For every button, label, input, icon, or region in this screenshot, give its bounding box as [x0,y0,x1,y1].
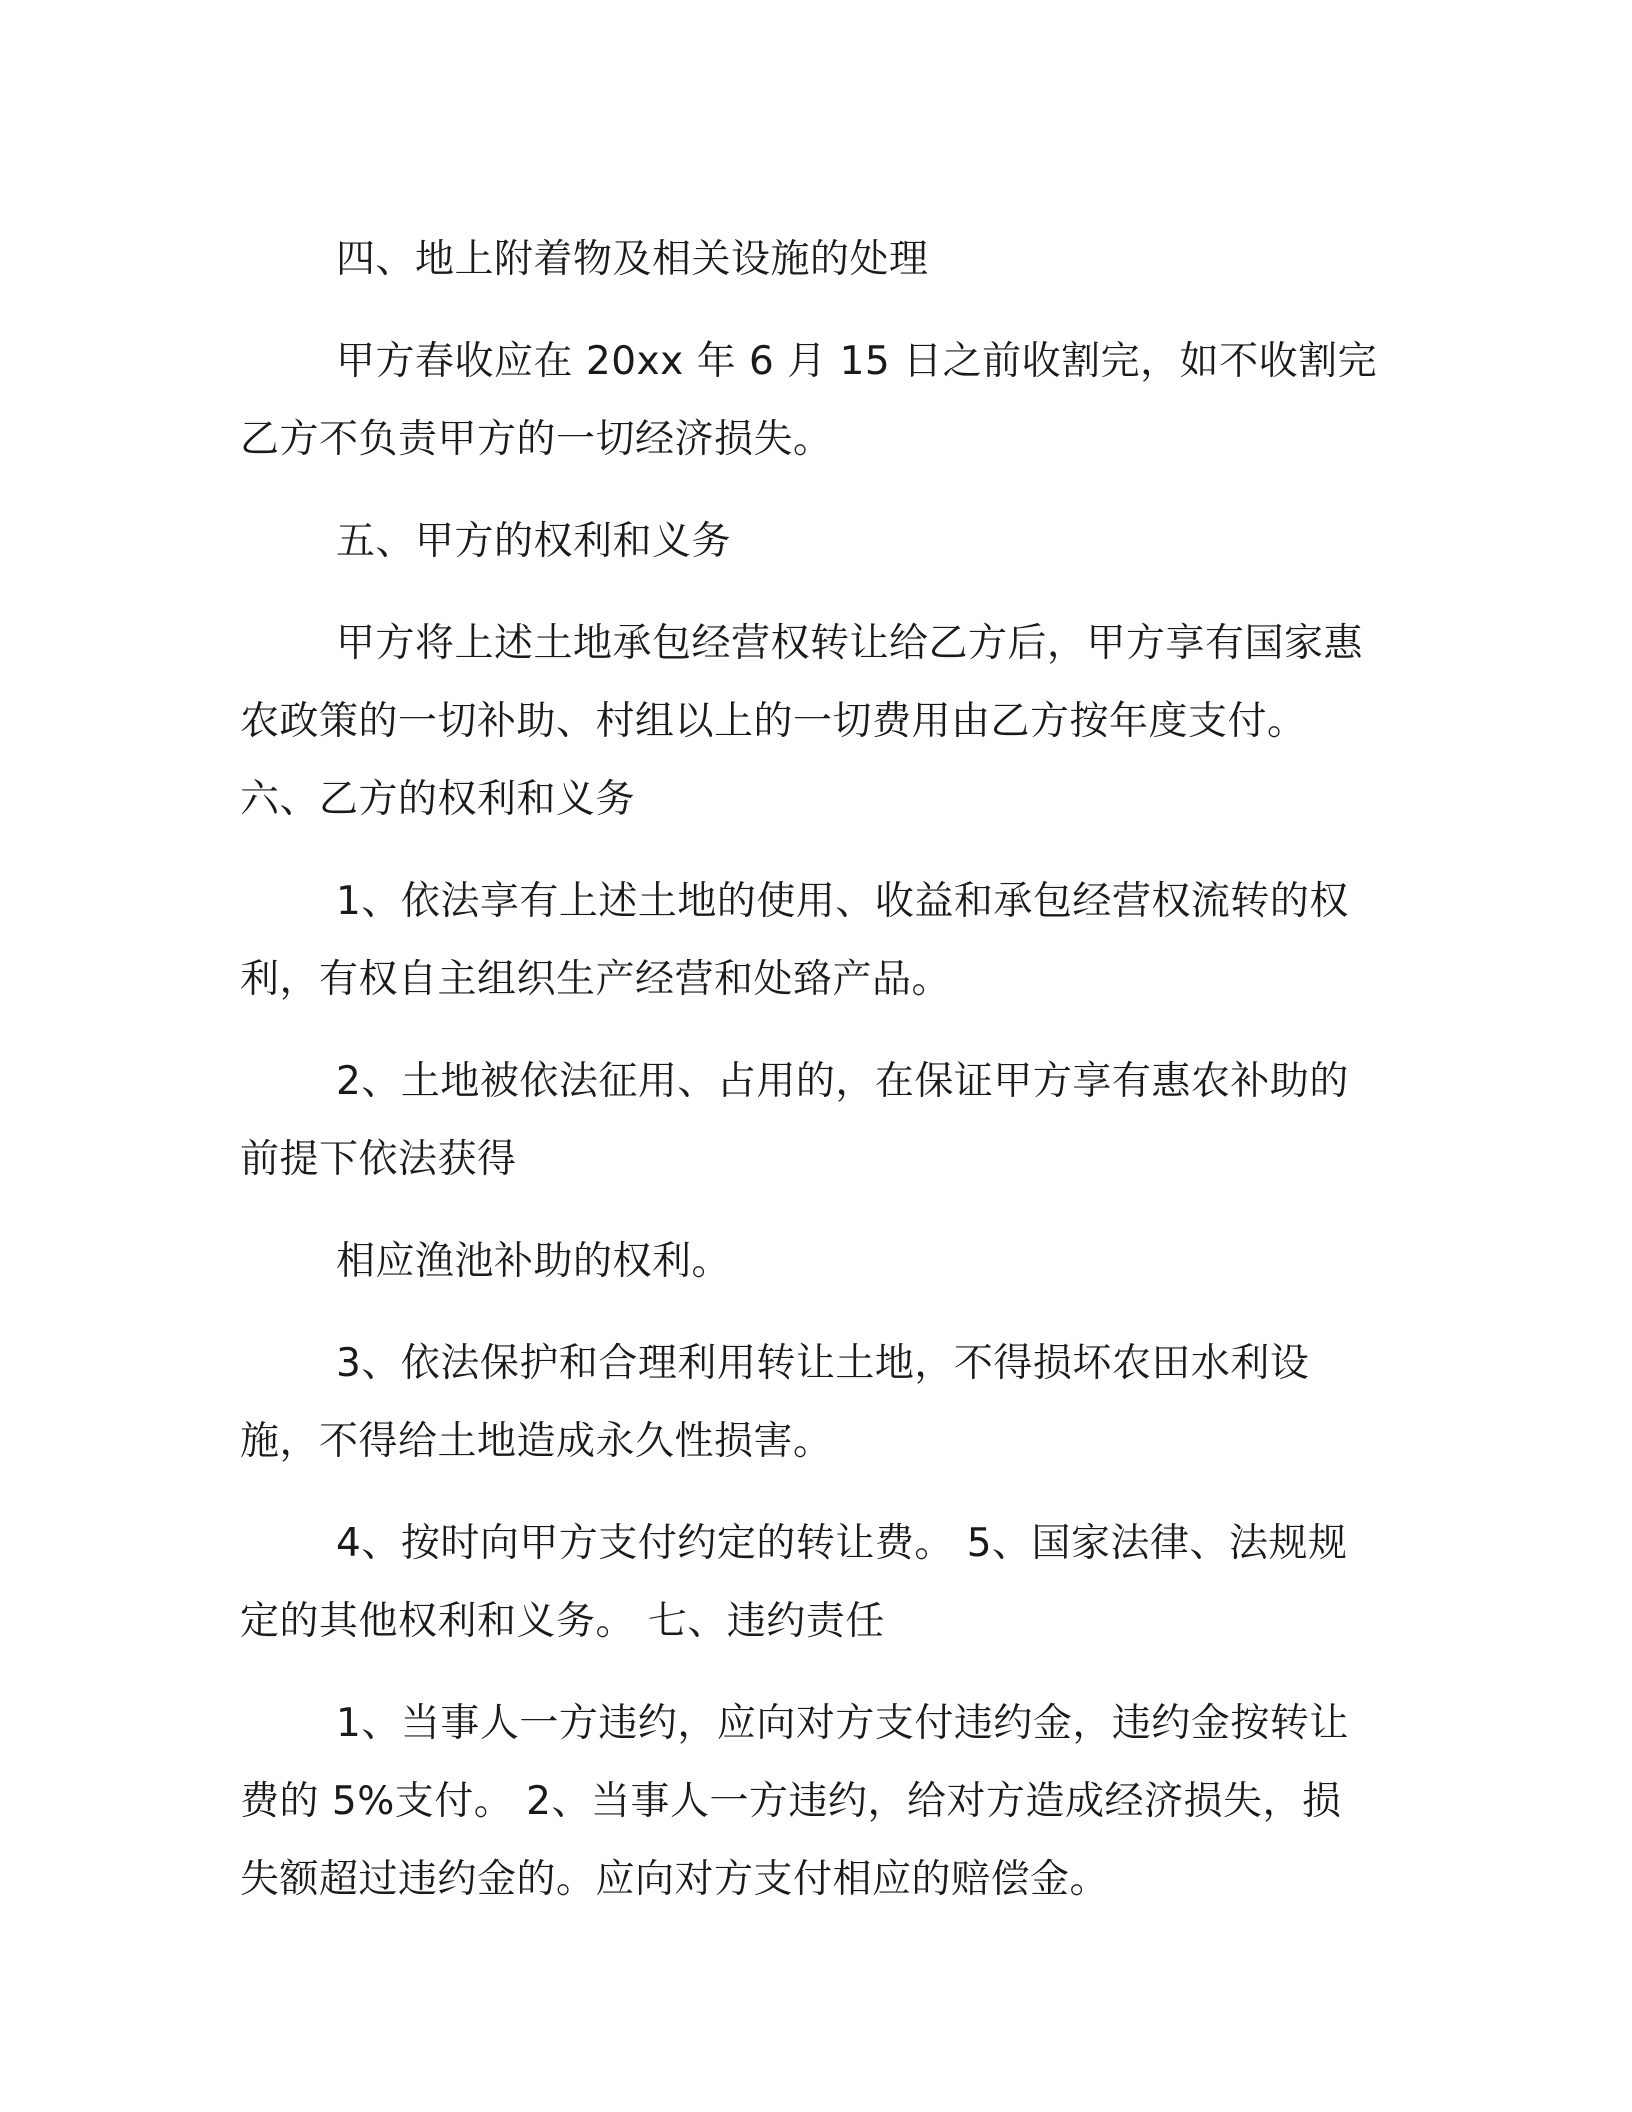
paragraph-item-1: 1、依法享有上述土地的使用、收益和承包经营权流转的权利，有权自主组织生产经营和处臵产品。 [240,879,1349,1002]
paragraph-item-2: 2、土地被依法征用、占用的，在保证甲方享有惠农补助的前提下依法获得 [240,1059,1349,1182]
paragraph-item-4-5: 4、按时向甲方支付约定的转让费。 5、国家法律、法规规定的其他权利和义务。 七、违约责任 [240,1521,1348,1644]
section-heading-4: 四、地上附着物及相关设施的处理 [336,237,929,282]
paragraph-item-3: 3、依法保护和合理利用转让土地，不得损坏农田水利设施，不得给土地造成永久性损害。 [240,1341,1310,1464]
paragraph-breach-liability: 1、当事人一方违约，应向对方支付违约金，违约金按转让费的 5%支付。 2、当事人一方违约，给对方造成经济损失，损失额超过违约金的。应向对方支付相应的赔偿金。 [240,1701,1349,1902]
section-heading-5: 五、甲方的权利和义务 [336,519,732,564]
paragraph-party-a-rights: 甲方将上述土地承包经营权转让给乙方后，甲方享有国家惠农政策的一切补助、村组以上的一切费用由乙方按年度支付。 六、乙方的权利和义务 [240,621,1364,822]
paragraph-harvest-deadline: 甲方春收应在 20xx 年 6 月 15 日之前收割完，如不收割完乙方不负责甲方的一切经济损失。 [240,339,1378,462]
paragraph-item-2-continued: 相应渔池补助的权利。 [336,1239,732,1284]
